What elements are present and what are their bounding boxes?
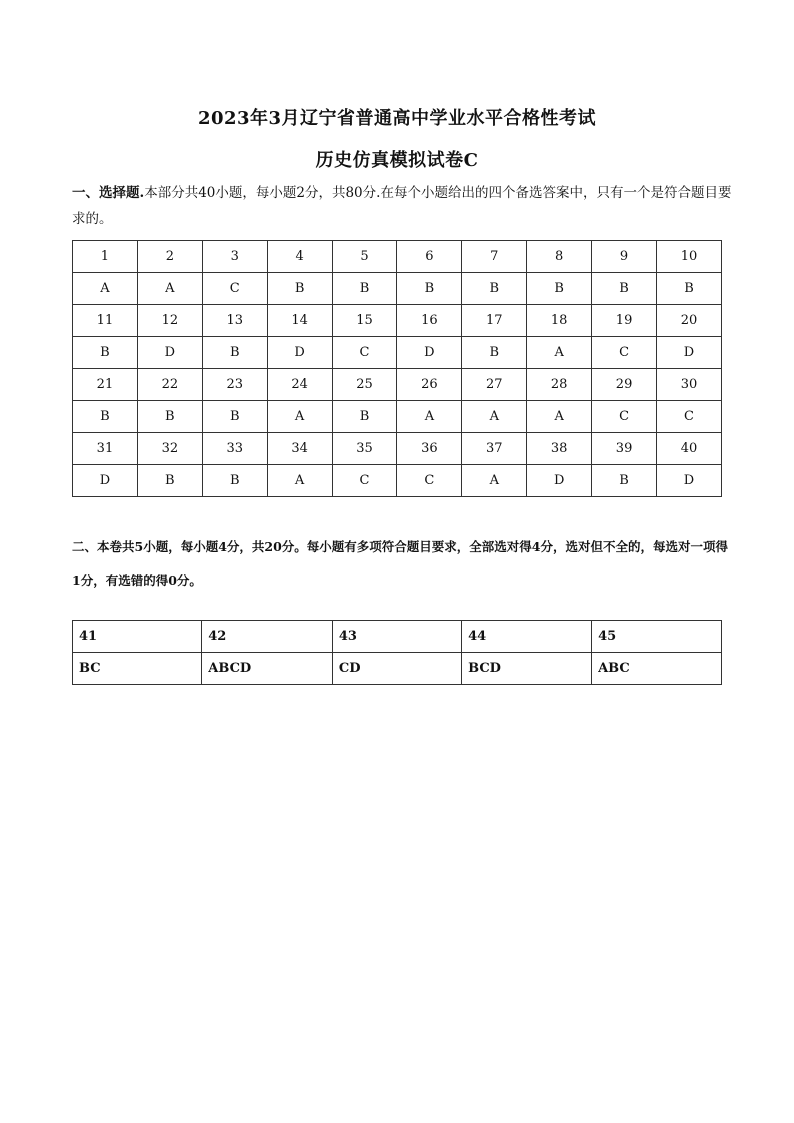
table-row <box>73 653 722 685</box>
question-number-cell: 14 <box>267 305 332 337</box>
answer-cell: BCD <box>462 653 592 685</box>
answer-cell: B <box>73 401 138 433</box>
question-number-cell: 26 <box>397 369 462 401</box>
page-subtitle: 历史仿真模拟试卷C <box>315 150 479 171</box>
question-number-cell: 10 <box>657 241 722 273</box>
answer-cell: D <box>397 337 462 369</box>
question-number-cell: 30 <box>657 369 722 401</box>
answer-cell: B <box>202 465 267 497</box>
answer-cell: D <box>657 337 722 369</box>
answer-cell: A <box>267 465 332 497</box>
question-number-cell: 9 <box>592 241 657 273</box>
mc-answer-table <box>72 240 722 497</box>
answer-cell: ABC <box>592 653 722 685</box>
answer-cell: B <box>657 273 722 305</box>
answer-cell: B <box>73 337 138 369</box>
answer-cell: D <box>267 337 332 369</box>
section1-heading: 一、选择题. <box>72 185 145 201</box>
question-number-cell: 38 <box>527 433 592 465</box>
answer-cell: BC <box>73 653 202 685</box>
question-number-cell: 42 <box>202 621 333 653</box>
section1-instructions <box>72 180 732 232</box>
answer-cell: A <box>462 465 527 497</box>
question-number-cell: 39 <box>592 433 657 465</box>
answer-cell: A <box>73 273 138 305</box>
question-number-cell: 18 <box>527 305 592 337</box>
question-number-cell: 32 <box>137 433 202 465</box>
question-number-cell: 16 <box>397 305 462 337</box>
answer-cell: B <box>462 273 527 305</box>
table-row <box>73 337 722 369</box>
question-number-cell: 21 <box>73 369 138 401</box>
answer-cell: A <box>137 273 202 305</box>
answer-cell: A <box>267 401 332 433</box>
question-number-cell: 24 <box>267 369 332 401</box>
question-number-cell: 12 <box>137 305 202 337</box>
table-row <box>73 241 722 273</box>
multi-answer-table <box>72 620 722 685</box>
question-number-cell: 5 <box>332 241 397 273</box>
answer-cell: C <box>592 337 657 369</box>
question-number-cell: 36 <box>397 433 462 465</box>
answer-cell: D <box>137 337 202 369</box>
table-row <box>73 465 722 497</box>
question-number-cell: 45 <box>592 621 722 653</box>
answer-cell: B <box>267 273 332 305</box>
question-number-cell: 25 <box>332 369 397 401</box>
answer-cell: A <box>527 337 592 369</box>
answer-cell: B <box>592 273 657 305</box>
answer-cell: B <box>202 337 267 369</box>
question-number-cell: 13 <box>202 305 267 337</box>
question-number-cell: 23 <box>202 369 267 401</box>
answer-cell: D <box>527 465 592 497</box>
section2-instructions: 二、本卷共5小题，每小题4分，共20分。每小题有多项符合题目要求，全部选对得4分，选对但不全的，每选对一项得1分，有选错的得0分。 <box>72 539 728 588</box>
answer-cell: C <box>397 465 462 497</box>
answer-cell: ABCD <box>202 653 333 685</box>
question-number-cell: 35 <box>332 433 397 465</box>
answer-cell: B <box>202 401 267 433</box>
answer-cell: B <box>462 337 527 369</box>
answer-cell: A <box>397 401 462 433</box>
page-title: 2023年3月辽宁省普通高中学业水平合格性考试 <box>197 108 597 129</box>
section1-text: 本部分共40小题，每小题2分，共80分.在每个小题给出的四个备选答案中，只有一个是符合题目要求的。 <box>72 185 732 227</box>
answer-cell: B <box>137 465 202 497</box>
question-number-cell: 20 <box>657 305 722 337</box>
answer-cell: A <box>462 401 527 433</box>
question-number-cell: 31 <box>73 433 138 465</box>
question-number-cell: 1 <box>73 241 138 273</box>
table-row <box>73 273 722 305</box>
answer-cell: B <box>527 273 592 305</box>
question-number-cell: 3 <box>202 241 267 273</box>
question-number-cell: 15 <box>332 305 397 337</box>
answer-cell: C <box>332 337 397 369</box>
question-number-cell: 43 <box>332 621 461 653</box>
table-row <box>73 401 722 433</box>
answer-cell: B <box>137 401 202 433</box>
question-number-cell: 17 <box>462 305 527 337</box>
answer-cell: C <box>332 465 397 497</box>
question-number-cell: 4 <box>267 241 332 273</box>
answer-cell: B <box>332 401 397 433</box>
question-number-cell: 33 <box>202 433 267 465</box>
answer-cell: B <box>332 273 397 305</box>
question-number-cell: 7 <box>462 241 527 273</box>
answer-cell: C <box>657 401 722 433</box>
answer-cell: B <box>397 273 462 305</box>
answer-cell: C <box>592 401 657 433</box>
question-number-cell: 44 <box>462 621 592 653</box>
question-number-cell: 8 <box>527 241 592 273</box>
table-row <box>73 369 722 401</box>
table-row <box>73 621 722 653</box>
question-number-cell: 2 <box>137 241 202 273</box>
table-row <box>73 305 722 337</box>
question-number-cell: 34 <box>267 433 332 465</box>
table-row <box>73 433 722 465</box>
answer-cell: D <box>657 465 722 497</box>
question-number-cell: 41 <box>73 621 202 653</box>
answer-cell: D <box>73 465 138 497</box>
question-number-cell: 6 <box>397 241 462 273</box>
question-number-cell: 22 <box>137 369 202 401</box>
question-number-cell: 37 <box>462 433 527 465</box>
question-number-cell: 29 <box>592 369 657 401</box>
question-number-cell: 11 <box>73 305 138 337</box>
answer-cell: B <box>592 465 657 497</box>
answer-cell: C <box>202 273 267 305</box>
answer-cell: CD <box>332 653 461 685</box>
question-number-cell: 19 <box>592 305 657 337</box>
answer-cell: A <box>527 401 592 433</box>
question-number-cell: 27 <box>462 369 527 401</box>
question-number-cell: 40 <box>657 433 722 465</box>
question-number-cell: 28 <box>527 369 592 401</box>
